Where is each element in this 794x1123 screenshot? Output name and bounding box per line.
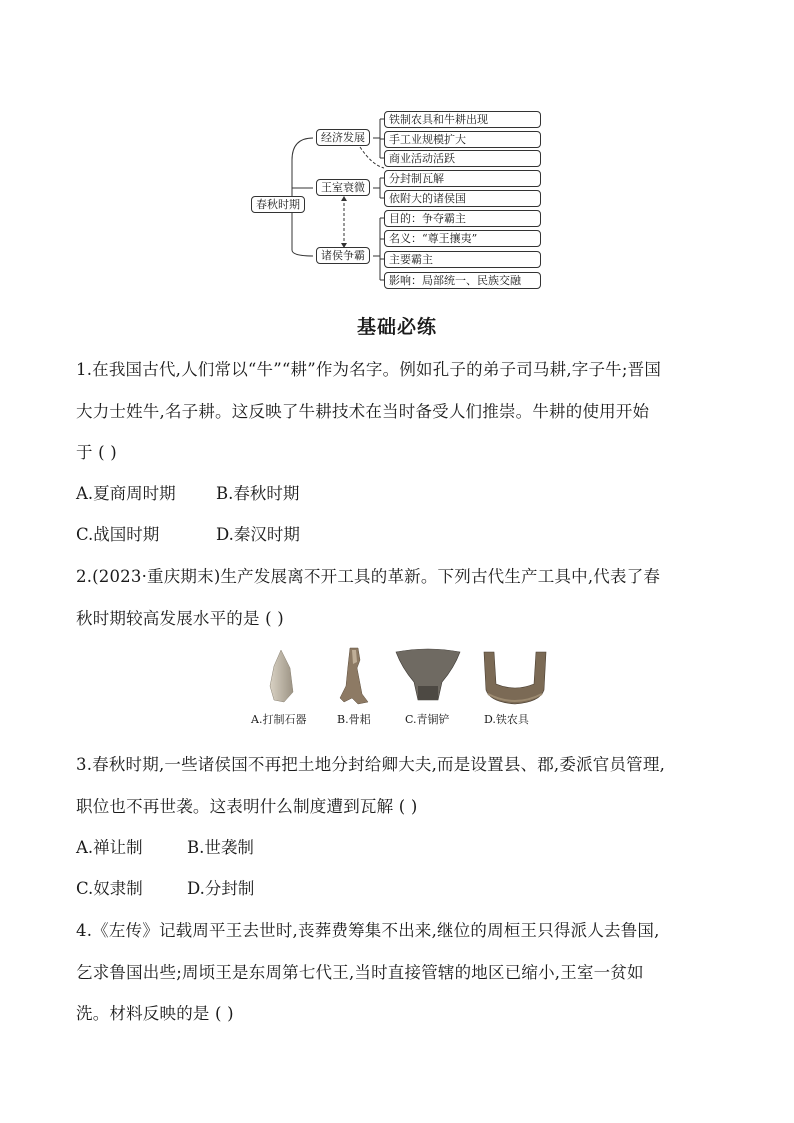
branch-royal-decline: 王室衰微 [316,179,370,196]
q1-option-a[interactable]: A.夏商周时期 [76,484,176,503]
q2-line-2: 秋时期较高发展水平的是 ( ) [76,609,284,628]
q2-line-1: 2.(2023·重庆期末)生产发展离不开工具的革新。下列古代生产工具中,代表了春 [76,567,661,586]
leaf-node: 铁制农具和牛耕出现 [384,111,541,128]
q3-option-c[interactable]: C.奴隶制 [76,879,143,898]
leaf-node: 商业活动活跃 [384,150,541,167]
root-node: 春秋时期 [251,196,305,213]
branch-economy: 经济发展 [316,129,370,146]
q4-line-1: 4.《左传》记载周平王去世时,丧葬费筹集不出来,继位的周桓王只得派人去鲁国, [76,921,660,940]
q1-line-2: 大力士姓牛,名子耕。这反映了牛耕技术在当时备受人们推崇。牛耕的使用开始 [76,402,650,421]
q1-line-1: 1.在我国古代,人们常以“牛”“耕”作为名字。例如孔子的弟子司马耕,字子牛;晋国 [76,360,662,379]
iron-farm-tool-image [478,650,552,706]
leaf-node: 名义：“尊王攘夷” [384,230,541,247]
leaf-node: 目的：争夺霸主 [384,210,541,227]
q2-caption-d: D.铁农具 [484,713,529,726]
q4-line-2: 乞求鲁国出些;周顷王是东周第七代王,当时直接管辖的地区已缩小,王室一贫如 [76,963,644,982]
section-title: 基础必练 [356,316,437,338]
arrow-up-icon [341,196,347,201]
leaf-node: 影响：局部统一、民族交融 [384,272,541,289]
leaf-node: 主要霸主 [384,251,541,268]
chipped-stone-tool-image [266,648,296,704]
q3-option-d[interactable]: D.分封制 [187,879,255,898]
q3-option-a[interactable]: A.禅让制 [76,838,143,857]
q2-caption-a: A.打制石器 [251,713,307,726]
q3-line-2: 职位也不再世袭。这表明什么制度遭到瓦解 ( ) [76,797,418,816]
q1-option-c[interactable]: C.战国时期 [76,525,160,544]
q2-caption-c: C.青铜铲 [405,713,450,726]
leaf-node: 依附大的诸侯国 [384,190,541,207]
leaf-node: 手工业规模扩大 [384,131,541,148]
q4-line-3: 洗。材料反映的是 ( ) [76,1004,234,1023]
q3-line-1: 3.春秋时期,一些诸侯国不再把土地分封给卿大夫,而是设置县、郡,委派官员管理, [76,755,666,774]
q2-caption-b: B.骨耜 [337,713,371,726]
bone-spade-image [336,646,372,706]
q1-option-d[interactable]: D.秦汉时期 [216,525,300,544]
branch-hegemony: 诸侯争霸 [316,247,370,264]
bronze-shovel-image [392,648,464,706]
q1-option-b[interactable]: B.春秋时期 [216,484,300,503]
q3-option-b[interactable]: B.世袭制 [187,838,254,857]
q1-line-3: 于 ( ) [76,443,117,462]
leaf-node: 分封制瓦解 [384,170,541,187]
